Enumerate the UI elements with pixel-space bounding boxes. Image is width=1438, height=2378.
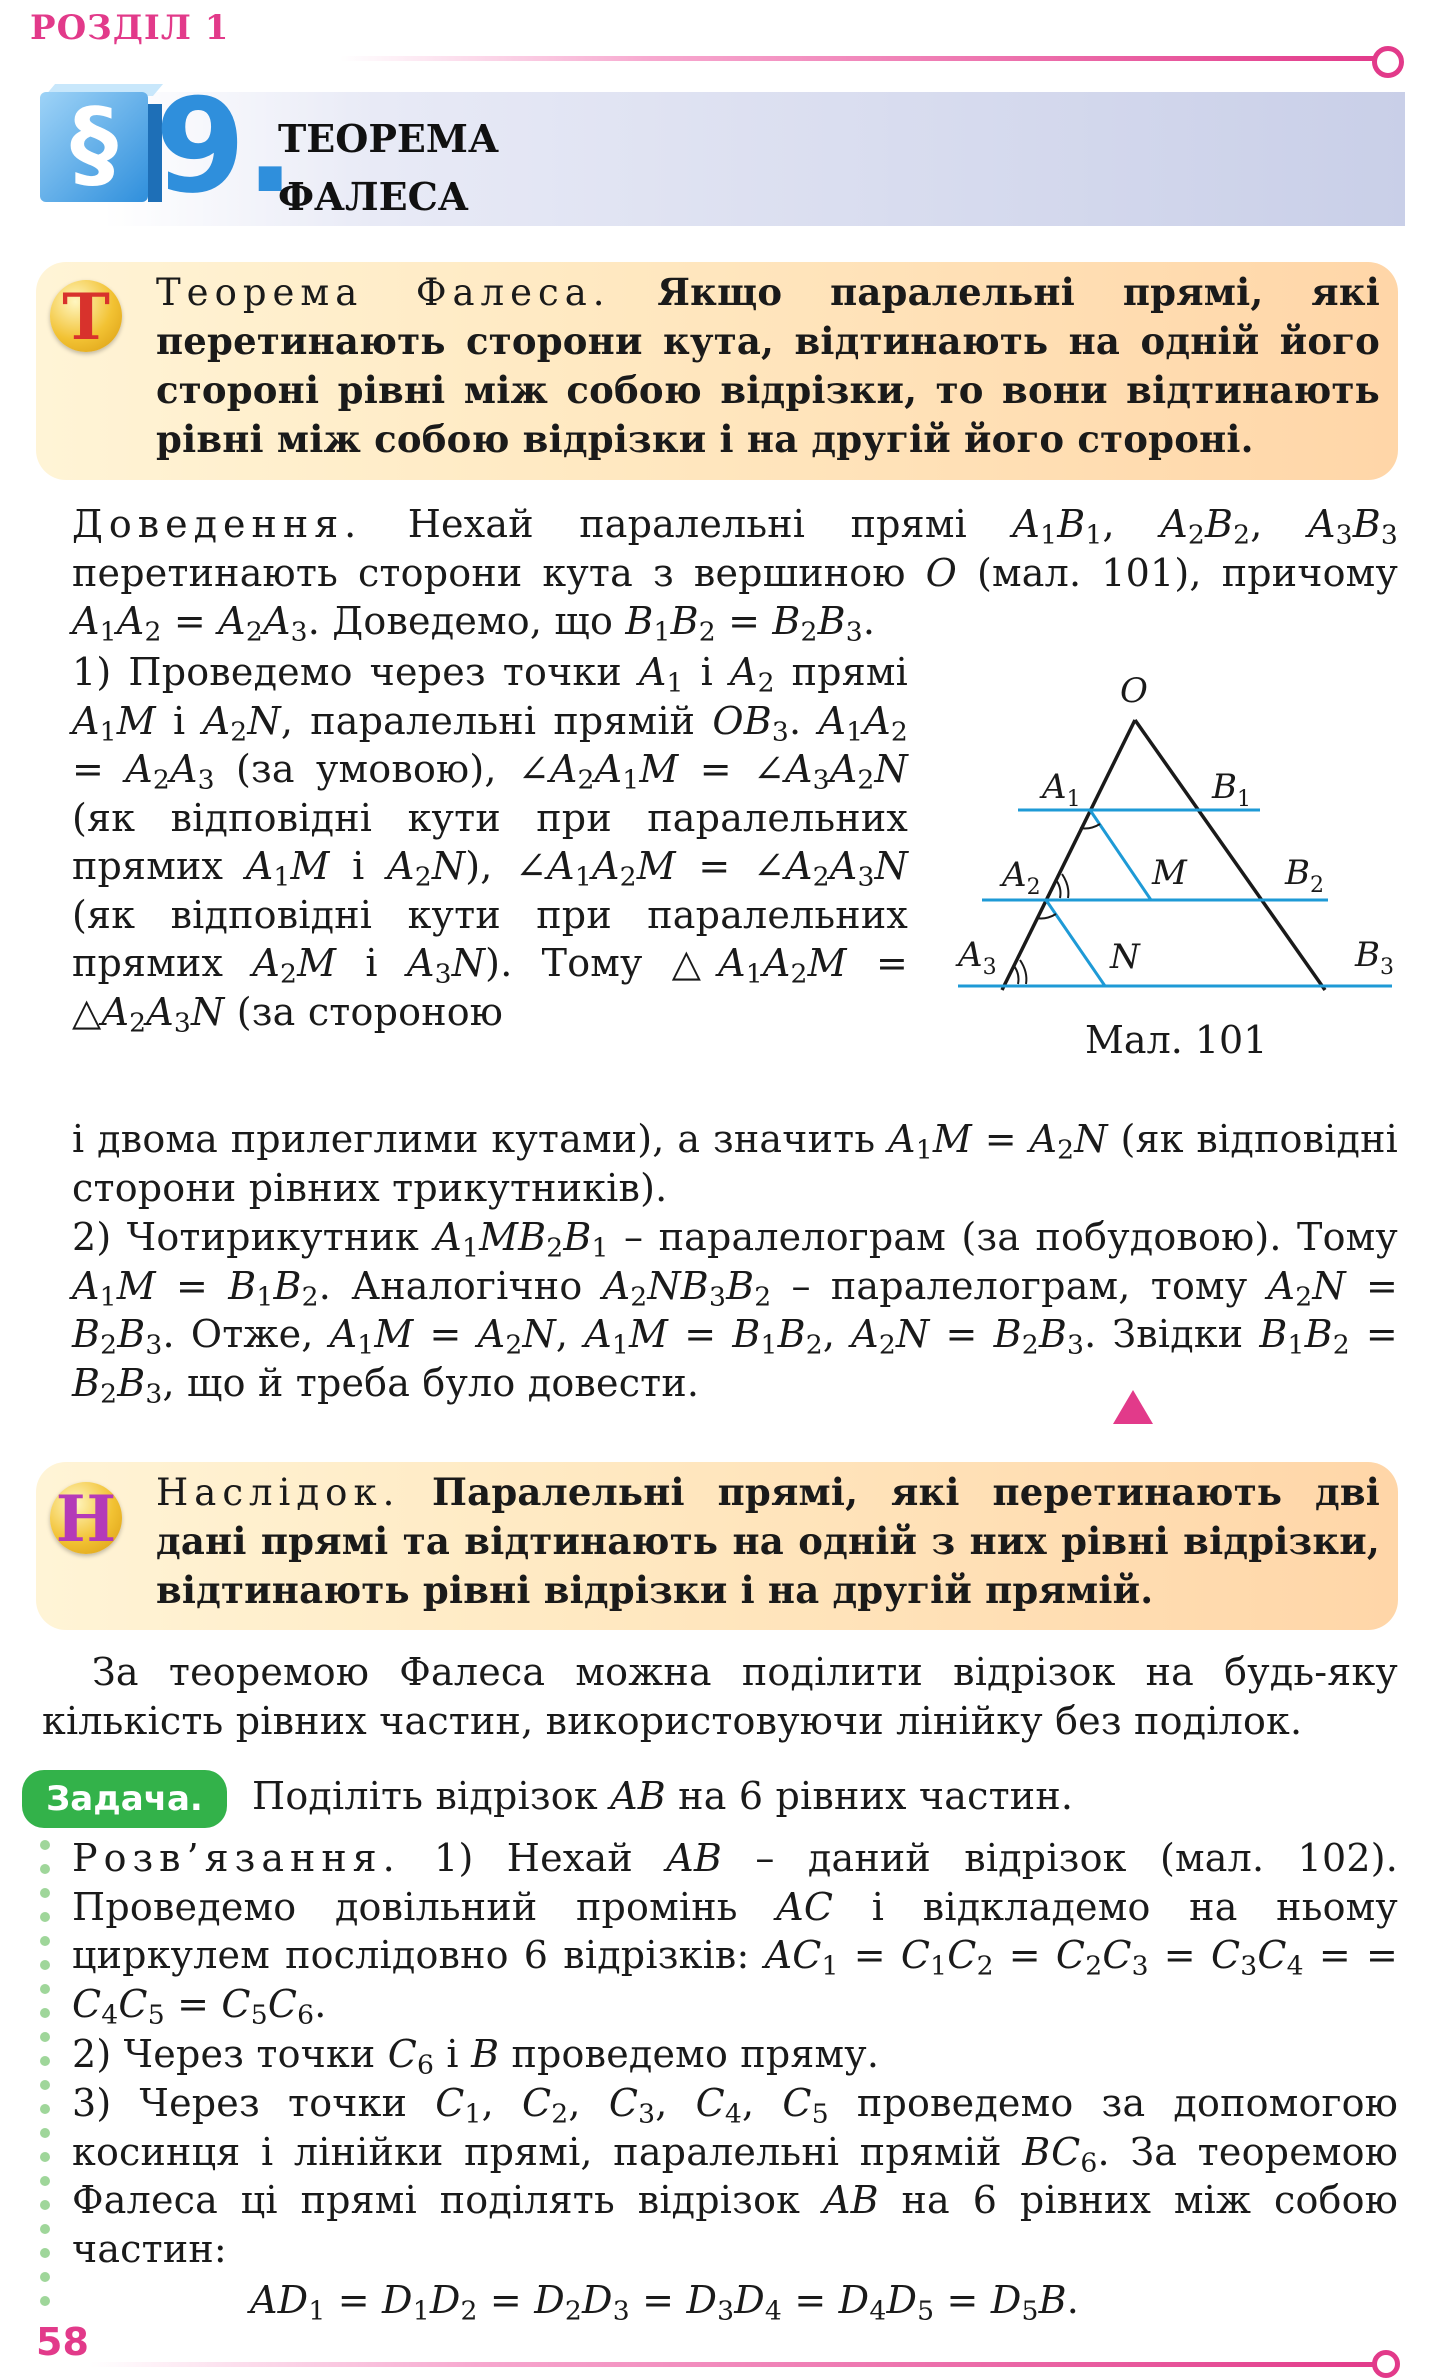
- page-number: 58: [36, 2320, 89, 2364]
- theorem-text-block: [156, 268, 1380, 464]
- theorem-statement: Якщо паралельні прямі, які перетинають сторони кута, відтинають на одній його стороні рівні між собою відрізки, то вони відтинають рівні між собою відрізки і на другій його стороні.: [156, 270, 1381, 461]
- paragraph-sign: §: [70, 88, 118, 200]
- proof-step-1-cont: і двома прилеглими кутами), а значить $A_1M = A_2N$ (як відповідні сторони рівних трикутників).: [72, 1117, 1399, 1210]
- label-b1: $B_1$: [1212, 767, 1251, 812]
- solution-step-3: 3) Через точки $C_1$, $C_2$, $C_3$, $C_4$, $C_5$ проведемо за допомогою косинця і лінійки прямі, паралельні прямій $BC_6$. За теоремою Фалеса ці прямі поділять відрізок AB на 6 рівних між собою частин:: [72, 2081, 1399, 2271]
- intro-paragraph: За теоремою Фалеса можна поділити відрізок на будь-яку кількість рівних частин, використовуючи лінійку без поділок.: [42, 1650, 1398, 1743]
- solution-label: Розв’язання.: [72, 1836, 401, 1880]
- label-o: O: [1120, 671, 1148, 711]
- corollary-statement: Паралельні прямі, які перетинають дві дані прямі та відтинають на одній з них рівні відрізки, відтинають рівні відрізки і на другій прямій.: [156, 1470, 1380, 1612]
- solution-dotted-margin: [40, 1840, 52, 2320]
- top-rule: [340, 56, 1380, 61]
- label-n: N: [1110, 937, 1140, 977]
- section-label: РОЗДІЛ 1: [30, 8, 230, 48]
- page-title: [278, 110, 499, 226]
- proof-label: Доведення.: [72, 502, 363, 546]
- proof-intro: Доведення. Нехай паралельні прямі $A_1B_1$, $A_2B_2$, $A_3B_3$ перетинають сторони кута з вершиною O (мал. 101), причому $A_1A_2 = A_2A_3$. Доведемо, що $B_1B_2 = B_2B_3$.: [72, 502, 1398, 648]
- paragraph-number: 9.: [155, 70, 295, 222]
- task-statement: Поділіть відрізок AB на 6 рівних частин.: [252, 1774, 1074, 1818]
- solution-step-1: Розв’язання. 1) Нехай AB – даний відрізок (мал. 102). Проведемо довільний промінь AC і відкладемо на ньому циркулем послідовно 6 відрізків: $AC_1 = C_1C_2 = C_2C_3 = C_3C_4$ = = $C_4C_5 = C_5C_6$.: [72, 1836, 1399, 2031]
- corollary-text-block: [156, 1468, 1380, 1615]
- corollary-badge-letter: Н: [55, 1482, 117, 1557]
- title-line-1: ТЕОРЕМА: [278, 116, 499, 161]
- bottom-rule: [90, 2362, 1380, 2367]
- angle-mark-a2-2: [1062, 874, 1068, 898]
- line-a2n: [1046, 900, 1105, 986]
- label-b2: $B_2$: [1285, 853, 1324, 898]
- label-b3: $B_3$: [1355, 935, 1394, 980]
- label-m: M: [1152, 853, 1187, 893]
- angle-mark-a3-1: [1014, 966, 1019, 984]
- top-rule-ring: [1372, 46, 1404, 78]
- angle-mark-a2-1: [1056, 880, 1061, 898]
- figure-101: [940, 660, 1410, 1000]
- theorem-label: Теорема Фалеса.: [156, 271, 611, 314]
- end-of-proof-icon: [1113, 1390, 1153, 1424]
- proof-step-1: 1) Проведемо через точки $A_1$ і $A_2$ прямі $A_1M$ і $A_2N$, паралельні прямій $OB_3$. $A_1A_2 = A_2A_3$ (за умовою), $\angle A_2A_1M$ = $\angle A_3A_2N$ (як відповідні кути при паралельних прямих $A_1M$ і $A_2N$), $\angle A_1A_2M$ = $\angle A_2A_3N$ (як відповідні кути при паралельних прямих $A_2M$ і $A_3N$). Тому $\triangle A_1A_2M$ = $\triangle A_2A_3N$ (за стороною: [72, 650, 909, 1039]
- label-a3: $A_3$: [958, 935, 997, 980]
- label-a1: $A_1$: [1042, 767, 1081, 812]
- label-a2: $A_2$: [1002, 855, 1041, 900]
- bottom-rule-ring: [1372, 2350, 1400, 2378]
- solution-step-2: 2) Через точки $C_6$ і B проведемо пряму.: [72, 2032, 880, 2081]
- task-badge: Задача.: [22, 1770, 227, 1828]
- angle-mark-a3-2: [1020, 960, 1026, 984]
- figure-101-caption: Мал. 101: [1085, 1018, 1268, 1062]
- corollary-label: Наслідок.: [156, 1471, 401, 1514]
- title-line-2: ФАЛЕСА: [278, 174, 469, 219]
- solution-result: $AD_1 = D_1D_2 = D_2D_3 = D_3D_4 = D_4D_5 = D_5B$.: [250, 2278, 1080, 2327]
- theorem-badge-letter: Т: [62, 280, 110, 355]
- proof-step-2: 2) Чотирикутник $A_1MB_2B_1$ – паралелограм (за побудовою). Тому $A_1M = B_1B_2$. Аналогічно $A_2NB_3B_2$ – паралелограм, тому $A_2N = B_2B_3$. Отже, $A_1M = A_2N$, $A_1M = B_1B_2$, $A_2N = B_2B_3$. Звідки $B_1B_2 = B_2B_3$, що й треба було довести.: [72, 1215, 1398, 1410]
